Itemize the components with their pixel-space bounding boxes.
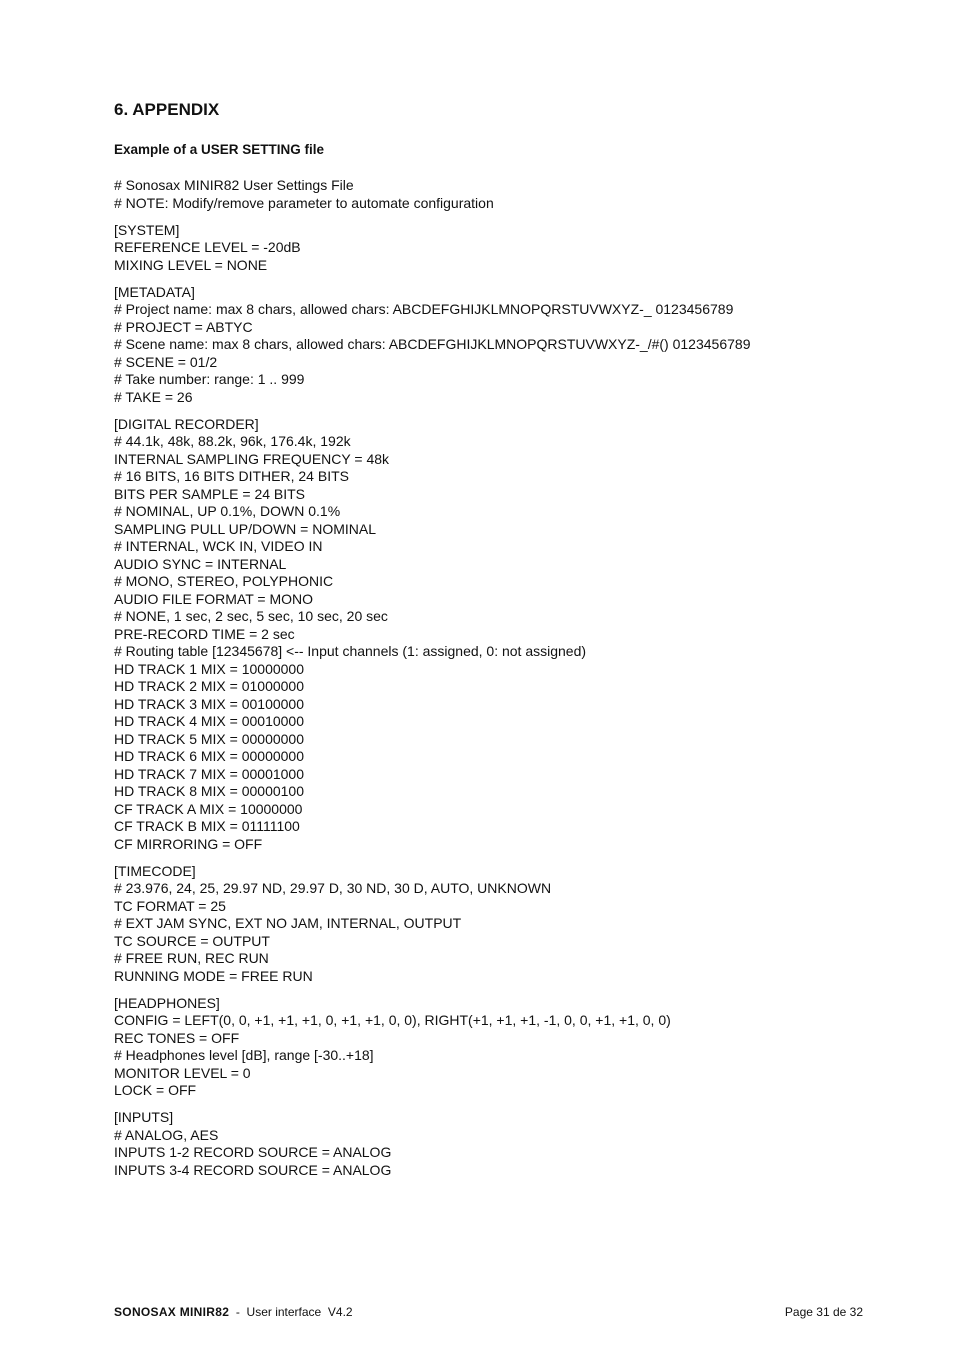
comment-line: # 23.976, 24, 25, 29.97 ND, 29.97 D, 30 ND, 30 D, AUTO, UNKNOWN: [114, 880, 552, 896]
footer-brand: SONOSAX MINIR82: [114, 1305, 230, 1319]
setting-line: PRE-RECORD TIME = 2 sec: [114, 625, 295, 642]
settings-block: [114, 1109, 914, 1179]
setting-line: CF TRACK A MIX = 10000000: [114, 800, 303, 817]
settings-block: [114, 177, 914, 212]
comment-line: # EXT JAM SYNC, EXT NO JAM, INTERNAL, OUTPUT: [114, 915, 462, 931]
setting-line: HD TRACK 1 MIX = 10000000: [114, 660, 305, 677]
setting-line: TC FORMAT = 25: [114, 897, 226, 914]
settings-block: [114, 995, 914, 1100]
settings-block: [114, 416, 914, 854]
setting-line: CONFIG = LEFT(0, 0, +1, +1, +1, 0, +1, +1, 0, 0), RIGHT(+1, +1, +1, -1, 0, 0, +1, +1, 0, 0): [114, 1012, 671, 1028]
section-heading: 6. APPENDIX: [114, 100, 220, 119]
comment-line: # Routing table [12345678] <-- Input channels (1: assigned, 0: not assigned): [114, 643, 587, 659]
footer-page-number: Page 31 de 32: [784, 1305, 863, 1319]
setting-line: BITS PER SAMPLE = 24 BITS: [114, 485, 306, 502]
setting-line: SAMPLING PULL UP/DOWN = NOMINAL: [114, 520, 377, 537]
setting-line: HD TRACK 8 MIX = 00000100: [114, 783, 305, 799]
comment-line: # ANALOG, AES: [114, 1126, 219, 1143]
setting-line: INPUTS 1-2 RECORD SOURCE = ANALOG: [114, 1144, 392, 1160]
setting-line: AUDIO SYNC = INTERNAL: [114, 555, 287, 572]
section-header-line: [HEADPHONES]: [114, 994, 220, 1011]
comment-line: # MONO, STEREO, POLYPHONIC: [114, 573, 334, 589]
comment-line: # 44.1k, 48k, 88.2k, 96k, 176.4k, 192k: [114, 433, 351, 449]
section-header-line: [METADATA]: [114, 283, 195, 300]
comment-line: # INTERNAL, WCK IN, VIDEO IN: [114, 538, 323, 554]
settings-block: [114, 284, 914, 407]
setting-line: REC TONES = OFF: [114, 1029, 240, 1046]
comment-line: # Scene name: max 8 chars, allowed chars: ABCDEFGHIJKLMNOPQRSTUVWXYZ-_/#() 0123456789: [114, 336, 751, 352]
comment-line: # FREE RUN, REC RUN: [114, 950, 269, 966]
comment-line: # NOMINAL, UP 0.1%, DOWN 0.1%: [114, 503, 341, 519]
setting-line: CF TRACK B MIX = 01111100: [114, 818, 300, 834]
section-header-line: [INPUTS]: [114, 1109, 174, 1125]
setting-line: HD TRACK 6 MIX = 00000000: [114, 748, 305, 764]
setting-line: HD TRACK 7 MIX = 00001000: [114, 765, 305, 782]
example-subheading: Example of a USER SETTING file: [114, 142, 325, 157]
comment-line: # Headphones level [dB], range [-30..+18]: [114, 1047, 374, 1063]
setting-line: MIXING LEVEL = NONE: [114, 256, 268, 273]
setting-line: MONITOR LEVEL = 0: [114, 1064, 251, 1081]
setting-line: LOCK = OFF: [114, 1082, 197, 1098]
footer-doc-title: - User interface V4.2: [229, 1305, 353, 1319]
section-header-line: [DIGITAL RECORDER]: [114, 415, 259, 432]
comment-line: # NONE, 1 sec, 2 sec, 5 sec, 10 sec, 20 sec: [114, 608, 388, 624]
comment-line: # 16 BITS, 16 BITS DITHER, 24 BITS: [114, 468, 349, 484]
setting-line: HD TRACK 5 MIX = 00000000: [114, 730, 305, 747]
comment-line: # Project name: max 8 chars, allowed chars: ABCDEFGHIJKLMNOPQRSTUVWXYZ-_ 0123456789: [114, 301, 734, 317]
settings-file-listing: [114, 177, 914, 1189]
settings-block: [114, 222, 914, 275]
setting-line: CF MIRRORING = OFF: [114, 835, 263, 852]
setting-line: AUDIO FILE FORMAT = MONO: [114, 590, 314, 607]
comment-line: # NOTE: Modify/remove parameter to automate configuration: [114, 194, 494, 211]
section-header-line: [TIMECODE]: [114, 862, 196, 879]
settings-block: [114, 863, 914, 986]
comment-line: # TAKE = 26: [114, 388, 193, 405]
setting-line: INPUTS 3-4 RECORD SOURCE = ANALOG: [114, 1161, 392, 1178]
setting-line: RUNNING MODE = FREE RUN: [114, 967, 313, 984]
setting-line: INTERNAL SAMPLING FREQUENCY = 48k: [114, 450, 390, 467]
page-footer: [114, 1305, 863, 1319]
setting-line: TC SOURCE = OUTPUT: [114, 932, 270, 949]
comment-line: # SCENE = 01/2: [114, 353, 218, 370]
comment-line: # Sonosax MINIR82 User Settings File: [114, 177, 354, 193]
footer-left: [114, 1305, 353, 1319]
setting-line: HD TRACK 3 MIX = 00100000: [114, 695, 305, 712]
comment-line: # Take number: range: 1 .. 999: [114, 371, 305, 387]
comment-line: # PROJECT = ABTYC: [114, 318, 253, 335]
setting-line: REFERENCE LEVEL = -20dB: [114, 239, 301, 255]
setting-line: HD TRACK 4 MIX = 00010000: [114, 713, 305, 729]
section-header-line: [SYSTEM]: [114, 221, 180, 238]
setting-line: HD TRACK 2 MIX = 01000000: [114, 678, 305, 694]
